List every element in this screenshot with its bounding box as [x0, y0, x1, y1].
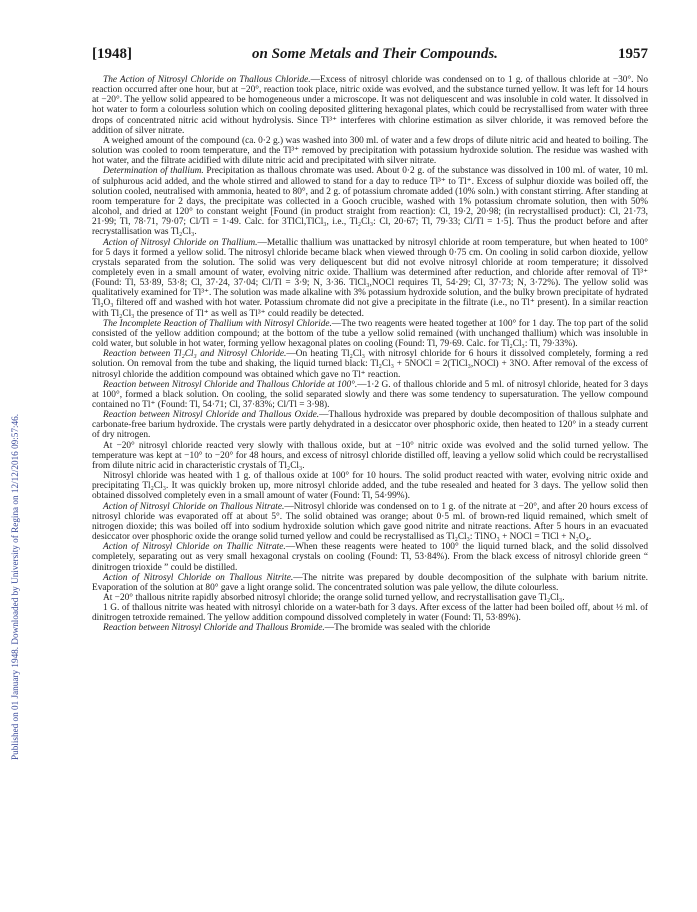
paragraph	[92, 441, 648, 471]
download-watermark: Published on 01 January 1948. Downloaded by University of Regina on 12/12/2016 09:57:46.	[10, 413, 20, 760]
paragraph	[92, 238, 648, 319]
running-title: on Some Metals and Their Compounds.	[252, 46, 498, 62]
paragraph	[92, 75, 648, 136]
paragraph-text: —Thallous hydroxide was prepared by double decomposition of thallous sulphate and carbonate-free barium hydroxide. The crystals were partly dehydrated in a desiccator over phosphoric oxide, then heated to 120° in a steady current of dry nitrogen.	[92, 410, 648, 441]
paragraph-text: —The nitrite was prepared by double decomposition of the sulphate with barium nitrite. Evaporation of the solution at 80° gave a light orange solid. The concentrated solution was pale yellow, the dilute colourless.	[92, 572, 648, 593]
paragraph-text: —Nitrosyl chloride was condensed on to 1 g. of the nitrate at −20°, and after 20 hours excess of nitrosyl chloride was evaporated off at about 5°. The solid obtained was orange; about 0·5 ml. of brown-red liquid remained, which smelt of nitrogen dioxide; this was boiled off into sodium hydroxide solution which gave good nitrite and nitrate reactions. After 5 hours in an evacuated desiccator over phosphoric oxide the orange solid turned yellow and could be recrystallised as Tl₂Cl₃: TlNO₃ + NOCl = TlCl + N₂O₄.	[92, 501, 649, 543]
paragraph-text: —The two reagents were heated together at 100° for 1 day. The top part of the solid consisted of the yellow addition compound; at the bottom of the tube a yellow solid remained (with unchanged thallium) which was insoluble in cold water, but soluble in hot water, forming yellow hexagonal plates on cooling (Found: Tl, 79·69. Calc. for Tl₂Cl₃: Tl, 79·33%).	[92, 318, 649, 350]
journal-page	[92, 46, 648, 634]
section-heading: Determination of thallium.	[103, 166, 204, 177]
section-heading: Action of Nitrosyl Chloride on Thallium.	[103, 237, 258, 248]
paragraph-text: —The bromide was sealed with the chloride	[324, 623, 491, 634]
paragraph-text: —Metallic thallium was unattacked by nitrosyl chloride at room temperature, but when heated to 100° for 5 days it formed a yellow solid. The nitrosyl chloride became black when viewed through 0·75 cm. On cooling in solid carbon dioxide, yellow crystals separated from the solution. The solid was very deliquescent but did not evolve nitrosyl chloride at room temperature; it dissolved completely even in a small amount of water, evolving nitric oxide. Thallium was determined after reduction, and chloride after removal of Tl³⁺ (Found: Tl, 53·89, 53·8; Cl, 37·24, 37·04; Cl/Tl = 3·9; N, 3·36. TlCl₃,NOCl requires Tl, 54·29; Cl, 37·73; N, 3·72%). The yellow solid was qualitatively examined for Tl³⁺. The solution was made alkaline with 3% potassium hydroxide solution, and the bulky brown precipitate of hydrated Tl₂O₃ filtered off and washed with hot water. Potassium chromate did not give a precipitate in the filtrate (i.e., no Tl⁺ present). In a similar reaction with Tl₂Cl₃ the presence of Tl⁺ as well as Tl³⁺ could readily be detected.	[92, 237, 648, 319]
paragraph	[92, 593, 648, 603]
section-heading: The Action of Nitrosyl Chloride on Thallous Chloride.	[103, 75, 311, 85]
paragraph	[92, 166, 648, 237]
paragraph-text: —Excess of nitrosyl chloride was condensed on to 1 g. of thallous chloride at −30°. No reaction occurred after one hour, but at −20°, reaction took place, nitric oxide was evolved, and the substance turned yellow. It was left for 14 hours at −20°. The yellow solid appeared to be homogeneous under a microscope. It was not deliquescent and was insoluble in cold water. It dissolved in hot water to form a colourless solution which on cooling deposited glittering hexagonal plates, which could be recrystallised from water with three drops of concentrated nitric acid without hydrolysis. Since Tl³⁺ interferes with chlorine estimation as silver chloride, it was removed before the addition of silver nitrate.	[92, 75, 648, 136]
section-heading: Action of Nitrosyl Chloride on Thallous Nitrate.	[103, 501, 285, 512]
paragraph	[92, 380, 648, 410]
section-heading: Reaction between Tl₂Cl₃ and Nitrosyl Chloride.	[103, 349, 287, 360]
section-heading: Reaction between Nitrosyl Chloride and Thallous Bromide.	[103, 623, 325, 634]
paragraph	[92, 542, 648, 572]
article-body	[92, 75, 648, 634]
paragraph	[92, 136, 648, 166]
section-heading: Reaction between Nitrosyl Chloride and Thallous Chloride at 100°.	[103, 379, 358, 390]
paragraph-text: —When these reagents were heated to 100° the liquid turned black, and the solid dissolved completely, separating out as very small hexagonal crystals on cooling (Found: Tl, 53·84%). From the black excess of nitrosyl chloride green “ dinitrogen trioxide ” could be distilled.	[92, 542, 649, 573]
paragraph	[92, 349, 648, 379]
paragraph	[92, 502, 648, 543]
paragraph	[92, 573, 648, 593]
section-heading: The Incomplete Reaction of Thallium with Nitrosyl Chloride.	[103, 318, 332, 329]
paragraph-text: —On heating Tl₂Cl₃ with nitrosyl chloride for 6 hours it dissolved completely, forming a red solution. On removal from the tube and shaking, the liquid turned black: Tl₂Cl₃ + 5NOCl = 2(TlCl₃,NOCl) + 3NO. After removal of the excess of nitrosyl chloride the addition compound was obtained which gave no Tl⁺ reaction.	[92, 349, 648, 380]
paragraph-text: 1 G. of thallous nitrite was heated with nitrosyl chloride on a water-bath for 3 days. After excess of the latter had been boiled off, about ½ ml. of dinitrogen tetroxide remained. The yellow addition compound dissolved completely in water (Found: Tl, 53·89%).	[92, 603, 648, 624]
section-heading: Reaction between Nitrosyl Chloride and Thallous Oxide.	[103, 410, 320, 421]
paragraph-text: Precipitation as thallous chromate was used. About 0·2 g. of the substance was dissolved in 100 ml. of water, 10 ml. of sulphurous acid added, and the whole stirred and allowed to stand for a day to reduce Tl³⁺ to Tl⁺. Excess of sulphur dioxide was boiled off, the solution cooled, neutralised with ammonia, heated to 80°, and 2 g. of potassium chromate added (10% soln.) with constant stirring. After standing at room temperature for 2 days, the precipitate was collected in a Gooch crucible, washed with 1% potassium chromate solution, then with 50% alcohol, and dried at 120° to constant weight [Found (in product straight from reaction): Cl, 19·2, 20·98; (in recrystallised product): Cl, 21·73, 21·99; Tl, 78·71, 79·07; Cl/Tl = 1·49. Calc. for 3TlCl,TlCl₃, i.e., Tl₂Cl₃: Cl, 20·67; Tl, 79·33; Cl/Tl = 1·5]. Thus the product before and after recrystallisation was Tl₂Cl₃.	[92, 166, 648, 238]
page-number: 1957	[617, 46, 648, 62]
volume-year: [1948]	[92, 46, 132, 62]
paragraph-text: A weighed amount of the compound (ca. 0·2 g.) was washed into 300 ml. of water and a few drops of dilute nitric acid and heated to boiling. The solution was cooled to room temperature, and the Tl³⁺ removed by precipitation with potassium hydroxide solution. The residue was washed with hot water, and the filtrate acidified with dilute nitric acid and precipitated with silver nitrate.	[92, 135, 648, 167]
paragraph-text: Nitrosyl chloride was heated with 1 g. of thallous oxide at 100° for 10 hours. The solid product reacted with water, evolving nitric oxide and precipitating Tl₂Cl₃. It was quickly broken up, more nitrosyl chloride added, and the tube resealed and heated for 3 days. The yellow solid then obtained dissolved completely even in a small amount of water (Found: Tl, 54·99%).	[92, 471, 648, 502]
paragraph	[92, 623, 648, 633]
section-heading: Action of Nitrosyl Chloride on Thallous Nitrite.	[103, 572, 294, 583]
paragraph	[92, 603, 648, 623]
paragraph-text: At −20° thallous nitrite rapidly absorbed nitrosyl chloride; the orange solid turned yellow, and recrystallisation gave Tl₂Cl₃.	[103, 592, 565, 603]
paragraph	[92, 319, 648, 349]
section-heading: Action of Nitrosyl Chloride on Thallic Nitrate.	[103, 542, 286, 553]
paragraph	[92, 471, 648, 501]
paragraph-text: —1·2 G. of thallous chloride and 5 ml. of nitrosyl chloride, heated for 3 days at 100°, formed a black solution. On cooling, the solid separated slowly and there was some tendency to supersaturation. The yellow compound contained no Tl⁺ (Found: Tl, 54·71; Cl, 37·83%; Cl/Tl = 3·98).	[92, 379, 649, 410]
running-header	[92, 46, 648, 63]
paragraph-text: At −20° nitrosyl chloride reacted very slowly with thallous oxide, but at −10° nitric oxide was evolved and the solid turned yellow. The temperature was kept at −10° to −20° for 48 hours, and excess of nitrosyl chloride distilled off, leaving a yellow solid which could be recrystallised from dilute nitric acid in characteristic crystals of Tl₂Cl₃.	[92, 440, 648, 471]
paragraph	[92, 410, 648, 440]
